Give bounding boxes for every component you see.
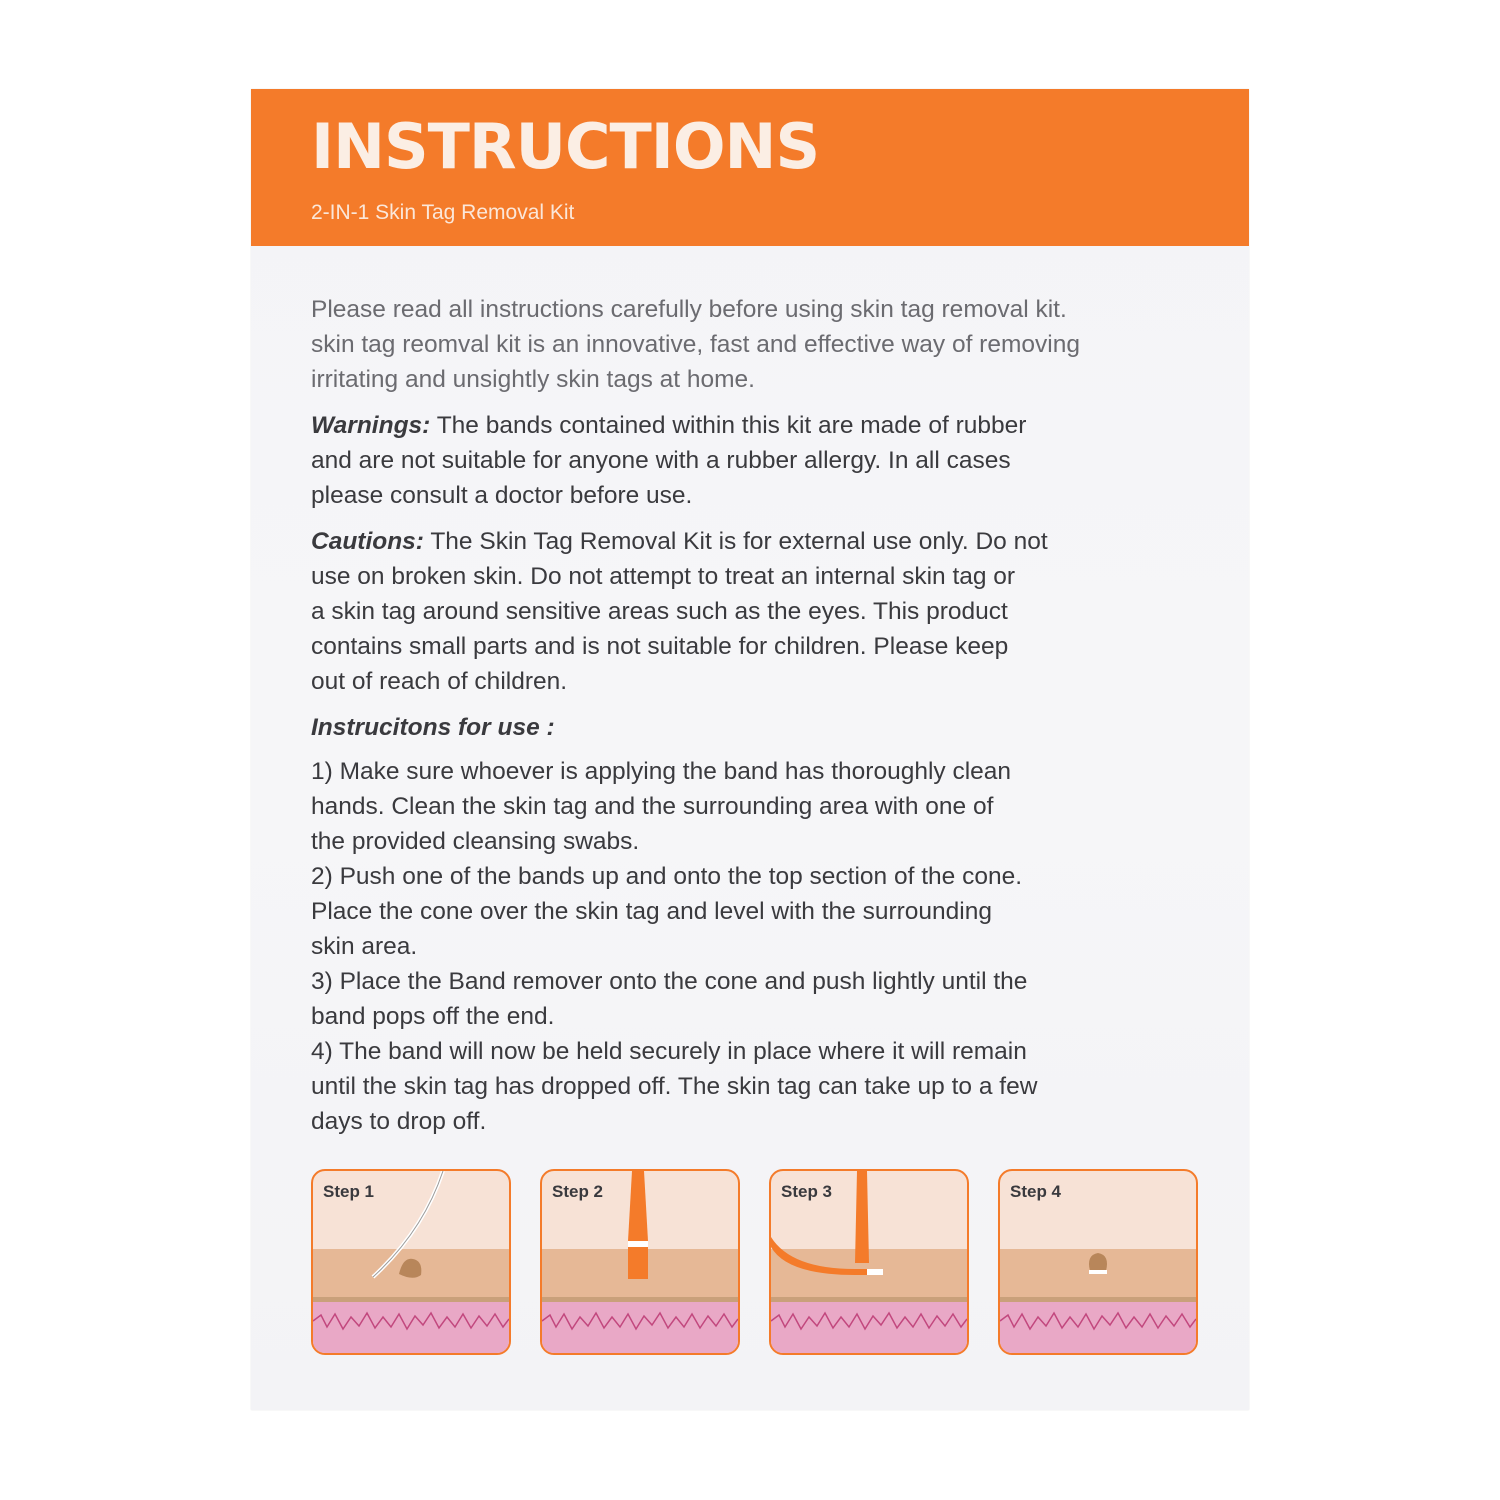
- warnings-label: Warnings:: [311, 412, 431, 439]
- step-illustrations: [311, 1169, 1199, 1354]
- step-line: skin area.: [311, 933, 418, 960]
- warnings-line: The bands contained within this kit are made of rubber: [430, 412, 1027, 439]
- cautions-line: a skin tag around sensitive areas such as the eyes. This product: [311, 598, 1008, 625]
- steps-list: [311, 754, 1211, 1139]
- step-line: 4) The band will now be held securely in place where it will remain: [311, 1038, 1027, 1065]
- cautions-line: use on broken skin. Do not attempt to treat an internal skin tag or: [311, 563, 1016, 590]
- warnings-line: and are not suitable for anyone with a rubber allergy. In all cases: [311, 447, 1011, 474]
- step-line: 1) Make sure whoever is applying the band has thoroughly clean: [311, 758, 1012, 785]
- cautions-line: out of reach of children.: [311, 668, 568, 695]
- step-line: until the skin tag has dropped off. The skin tag can take up to a few: [311, 1073, 1038, 1100]
- warnings-paragraph: [311, 408, 1211, 513]
- page-subtitle: 2-IN-1 Skin Tag Removal Kit: [311, 201, 575, 224]
- step-panel-2: [540, 1169, 740, 1355]
- step-panel-label: Step 4: [1010, 1182, 1062, 1201]
- cautions-paragraph: [311, 524, 1211, 699]
- header-banner: [251, 89, 1249, 246]
- cautions-line: The Skin Tag Removal Kit is for external use only. Do not: [423, 528, 1048, 555]
- instruction-card: [251, 89, 1249, 1410]
- step-panel-4: [998, 1169, 1198, 1355]
- step-panel-1: [311, 1169, 511, 1355]
- step-line: Place the cone over the skin tag and level with the surrounding: [311, 898, 992, 925]
- step-panel-3: [769, 1169, 969, 1355]
- cautions-label: Cautions:: [311, 528, 424, 555]
- cautions-line: contains small parts and is not suitable for children. Please keep: [311, 633, 1009, 660]
- step-panel-label: Step 3: [781, 1182, 833, 1201]
- instructions-body: [311, 292, 1211, 1139]
- step-panel-label: Step 2: [552, 1182, 604, 1201]
- step-line: the provided cleansing swabs.: [311, 828, 640, 855]
- step-line: 3) Place the Band remover onto the cone and push lightly until the: [311, 968, 1028, 995]
- step-line: hands. Clean the skin tag and the surrounding area with one of: [311, 793, 994, 820]
- intro-line: irritating and unsightly skin tags at home.: [311, 366, 755, 393]
- step-panel-label: Step 1: [323, 1182, 375, 1201]
- intro-paragraph: [311, 292, 1211, 397]
- warnings-line: please consult a doctor before use.: [311, 482, 693, 509]
- use-heading: Instrucitons for use :: [311, 714, 555, 741]
- step-line: band pops off the end.: [311, 1003, 555, 1030]
- step-line: 2) Push one of the bands up and onto the top section of the cone.: [311, 863, 1023, 890]
- step-line: days to drop off.: [311, 1108, 487, 1135]
- intro-line: skin tag reomval kit is an innovative, fast and effective way of removing: [311, 331, 1080, 358]
- page-title: INSTRUCTIONS: [311, 110, 820, 183]
- intro-line: Please read all instructions carefully before using skin tag removal kit.: [311, 296, 1067, 323]
